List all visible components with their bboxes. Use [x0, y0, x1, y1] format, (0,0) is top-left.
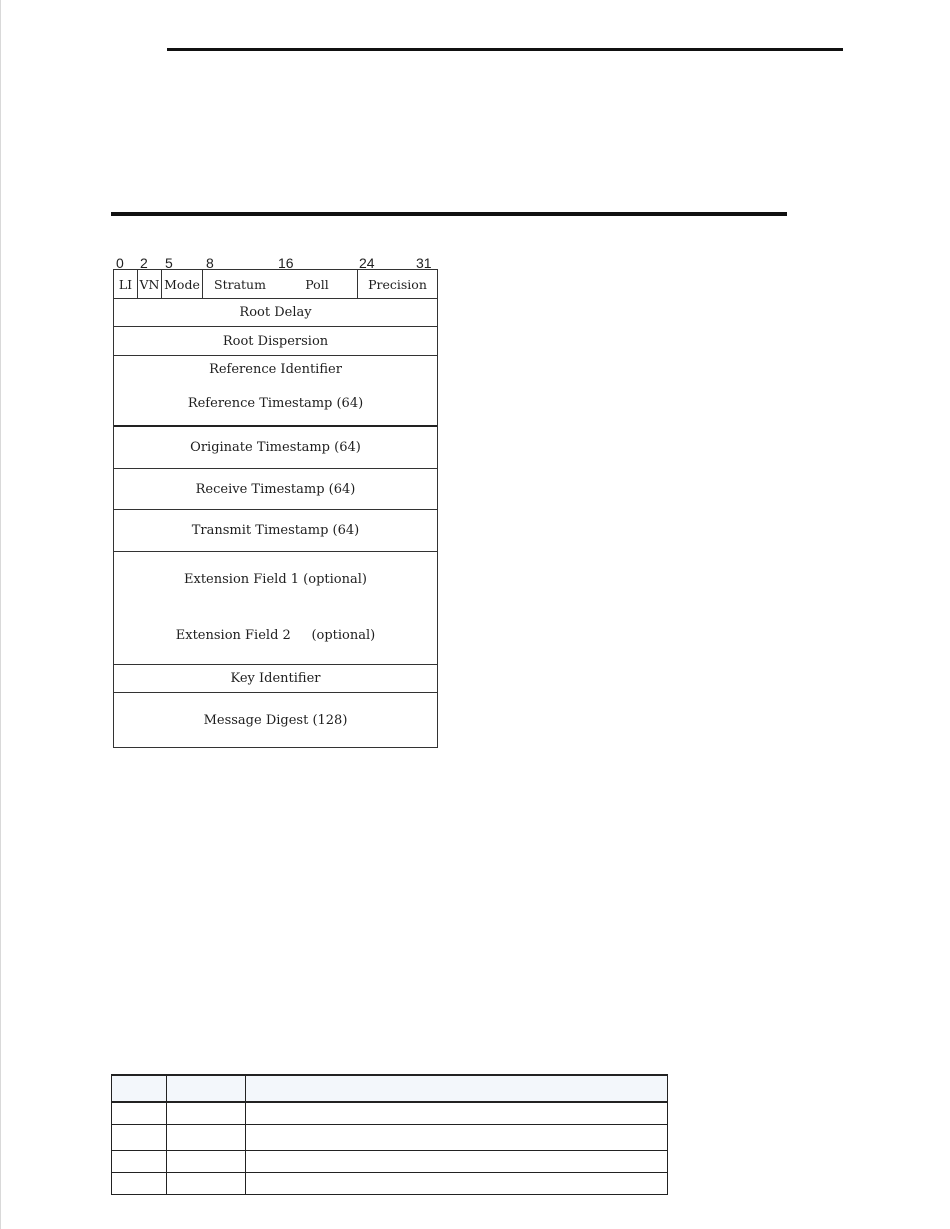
field-li: LI	[114, 270, 138, 298]
table-cell	[246, 1124, 668, 1150]
reference-timestamp-label: Reference Timestamp (64)	[187, 396, 364, 411]
table-header-cell	[167, 1075, 246, 1102]
table-row	[112, 1150, 668, 1172]
table-header-cell	[246, 1075, 668, 1102]
field-mode: Mode	[162, 270, 203, 298]
bit-label-8: 8	[206, 255, 214, 271]
table-cell	[112, 1102, 167, 1124]
fields-table	[111, 1074, 668, 1195]
header-rule	[167, 48, 843, 51]
field-vn: VN	[138, 270, 162, 298]
table-cell	[246, 1150, 668, 1172]
row-reference	[114, 356, 437, 427]
table-header-cell	[112, 1075, 167, 1102]
bit-label-31: 31	[416, 255, 432, 271]
table-cell	[167, 1172, 246, 1194]
reference-identifier-label: Reference Identifier	[209, 362, 342, 377]
row-extension-fields	[114, 552, 437, 665]
bit-label-16: 16	[278, 255, 294, 271]
table-header-row	[112, 1075, 668, 1102]
row-root-delay	[114, 299, 437, 327]
section-rule	[111, 212, 787, 216]
row-receive-timestamp	[114, 469, 437, 510]
key-identifier-label: Key Identifier	[230, 671, 321, 686]
root-delay-label: Root Delay	[239, 305, 312, 320]
field-precision: Precision	[368, 276, 427, 292]
ntp-packet-diagram	[113, 269, 438, 748]
extension-field-1-label: Extension Field 1 (optional)	[184, 572, 367, 587]
bit-label-2: 2	[140, 255, 148, 271]
bit-label-0: 0	[116, 255, 124, 271]
table-cell	[112, 1124, 167, 1150]
root-dispersion-label: Root Dispersion	[222, 333, 329, 349]
message-digest-label: Message Digest (128)	[203, 712, 348, 728]
row-root-dispersion	[114, 327, 437, 356]
receive-timestamp-label: Receive Timestamp (64)	[195, 481, 356, 497]
bit-label-5: 5	[165, 255, 173, 271]
field-poll: Poll	[277, 270, 358, 298]
table-row	[112, 1172, 668, 1194]
row-key-identifier	[114, 665, 437, 693]
row-originate-timestamp	[114, 427, 437, 469]
table-cell	[112, 1150, 167, 1172]
packet-header-row	[114, 270, 437, 299]
row-message-digest	[114, 693, 437, 748]
table-cell	[167, 1102, 246, 1124]
originate-timestamp-label: Originate Timestamp (64)	[190, 440, 361, 455]
table-cell	[246, 1102, 668, 1124]
field-stratum: Stratum	[214, 276, 266, 292]
row-transmit-timestamp	[114, 510, 437, 552]
bit-label-24: 24	[359, 255, 375, 271]
table-cell	[167, 1124, 246, 1150]
page-left-edge	[0, 0, 1, 1229]
table-row	[112, 1124, 668, 1150]
fields-table-wrapper	[111, 1074, 667, 1195]
table-cell	[112, 1172, 167, 1194]
extension-field-2-label: Extension Field 2 (optional)	[175, 628, 376, 643]
transmit-timestamp-label: Transmit Timestamp (64)	[191, 523, 360, 538]
table-row	[112, 1102, 668, 1124]
table-cell	[246, 1172, 668, 1194]
table-cell	[167, 1150, 246, 1172]
